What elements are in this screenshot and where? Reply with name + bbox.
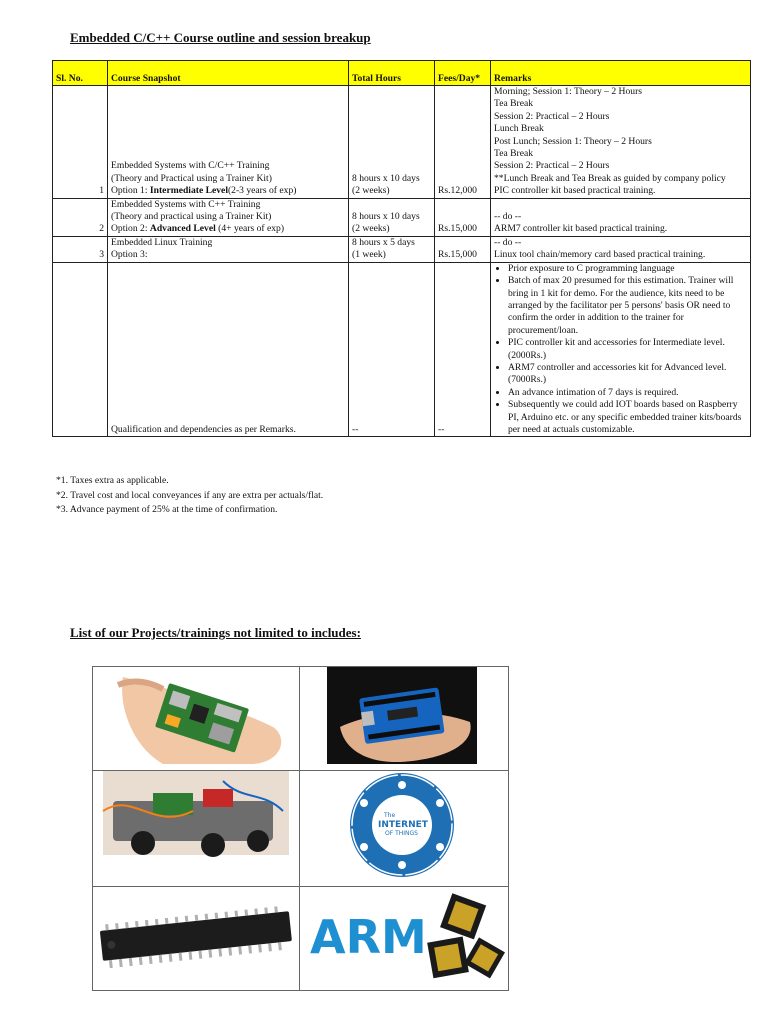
header-course-snapshot: Course Snapshot [108, 61, 349, 86]
raspberry-pi-hand-image [93, 667, 299, 765]
header-remarks: Remarks [491, 61, 751, 86]
row-number [53, 262, 108, 437]
projects-heading: List of our Projects/trainings not limited to includes: [70, 625, 361, 640]
list-item: • Subsequently we could add IOT boards based on Raspberry PI, Arduino etc. or any specific embedded trainer kits/boards per need at actuals customizable. [508, 399, 747, 436]
header-sl-no: Sl. No. [53, 61, 108, 86]
remarks [491, 262, 751, 437]
dip-microcontroller-chip-image [93, 887, 299, 985]
total-hours: -- [349, 262, 435, 437]
image-cell [300, 887, 509, 991]
image-cell [300, 771, 509, 887]
list-item: • PIC controller kit and accessories for Intermediate level. (2000Rs.) [508, 337, 747, 362]
robot-kit-image [93, 771, 299, 881]
row-number: 3 [53, 236, 108, 262]
fees: -- [435, 262, 491, 437]
footnote: *2. Travel cost and local conveyances if any are extra per actuals/flat. [56, 489, 324, 501]
table-row [53, 262, 751, 437]
iot-internet-text: INTERNET [378, 820, 428, 830]
iot-the-text: The [384, 812, 396, 819]
remarks: -- do -- ARM7 controller kit based practical training. [491, 198, 751, 236]
iot-things-text: OF THINGS [385, 830, 418, 837]
total-hours: 8 hours x 5 days (1 week) [349, 236, 435, 262]
image-cell [300, 667, 509, 771]
arm-logo-text: ARM [310, 910, 427, 964]
image-cell [93, 771, 300, 887]
list-item: • An advance intimation of 7 days is required. [508, 387, 747, 399]
course-snapshot: Embedded Linux Training Option 3: [108, 236, 349, 262]
row-number: 2 [53, 198, 108, 236]
arm-chips-image [300, 887, 508, 985]
arduino-board-image [300, 667, 508, 765]
list-item: • ARM7 controller and accessories kit for Advanced level. (7000Rs.) [508, 362, 747, 387]
footnotes [56, 474, 323, 518]
header-total-hours: Total Hours [349, 61, 435, 86]
remarks-bullet-list [494, 263, 747, 437]
list-item: • Prior exposure to C programming language [508, 263, 747, 275]
table-row [53, 236, 751, 262]
total-hours: 8 hours x 10 days (2 weeks) [349, 86, 435, 199]
image-cell [93, 887, 300, 991]
row-number: 1 [53, 86, 108, 199]
image-cell [93, 667, 300, 771]
header-fees: Fees/Day* [435, 61, 491, 86]
page-title: Embedded C/C++ Course outline and session breakup [70, 30, 371, 45]
footnote: *1. Taxes extra as applicable. [56, 475, 169, 486]
list-item: • Batch of max 20 presumed for this estimation. Trainer will bring in 1 kit for demo. For the audience, kits need to be arranged by the facilitator per 5 persons' basis OR need to confirm the order in addition to the trainer for procurement/loan. [508, 275, 747, 337]
total-hours: 8 hours x 10 days (2 weeks) [349, 198, 435, 236]
table-row [53, 198, 751, 236]
course-outline-table [52, 60, 751, 437]
fees: Rs.15,000 [435, 236, 491, 262]
remarks: Morning; Session 1: Theory – 2 Hours Tea Break Session 2: Practical – 2 Hours Lunch Break Post Lunch; Session 1: Theory – 2 Hours Tea Break Session 2: Practical – 2 Hours **Lunch Break and Tea Break as guided by company policy PIC controller kit based practical training. [491, 86, 751, 199]
course-snapshot: Embedded Systems with C/C++ Training (Theory and Practical using a Trainer Kit) Option 1: Intermediate Level(2-3 years of exp) [108, 86, 349, 199]
course-snapshot: Qualification and dependencies as per Remarks. [108, 262, 349, 437]
table-row [53, 86, 751, 199]
fees: Rs.12,000 [435, 86, 491, 199]
table-header-row [53, 61, 751, 86]
course-snapshot: Embedded Systems with C++ Training (Theory and practical using a Trainer Kit) Option 2: Advanced Level (4+ years of exp) [108, 198, 349, 236]
remarks: -- do -- Linux tool chain/memory card based practical training. [491, 236, 751, 262]
projects-image-grid [92, 666, 509, 991]
fees: Rs.15,000 [435, 198, 491, 236]
footnote: *3. Advance payment of 25% at the time of confirmation. [56, 504, 278, 515]
internet-of-things-image [300, 771, 508, 881]
